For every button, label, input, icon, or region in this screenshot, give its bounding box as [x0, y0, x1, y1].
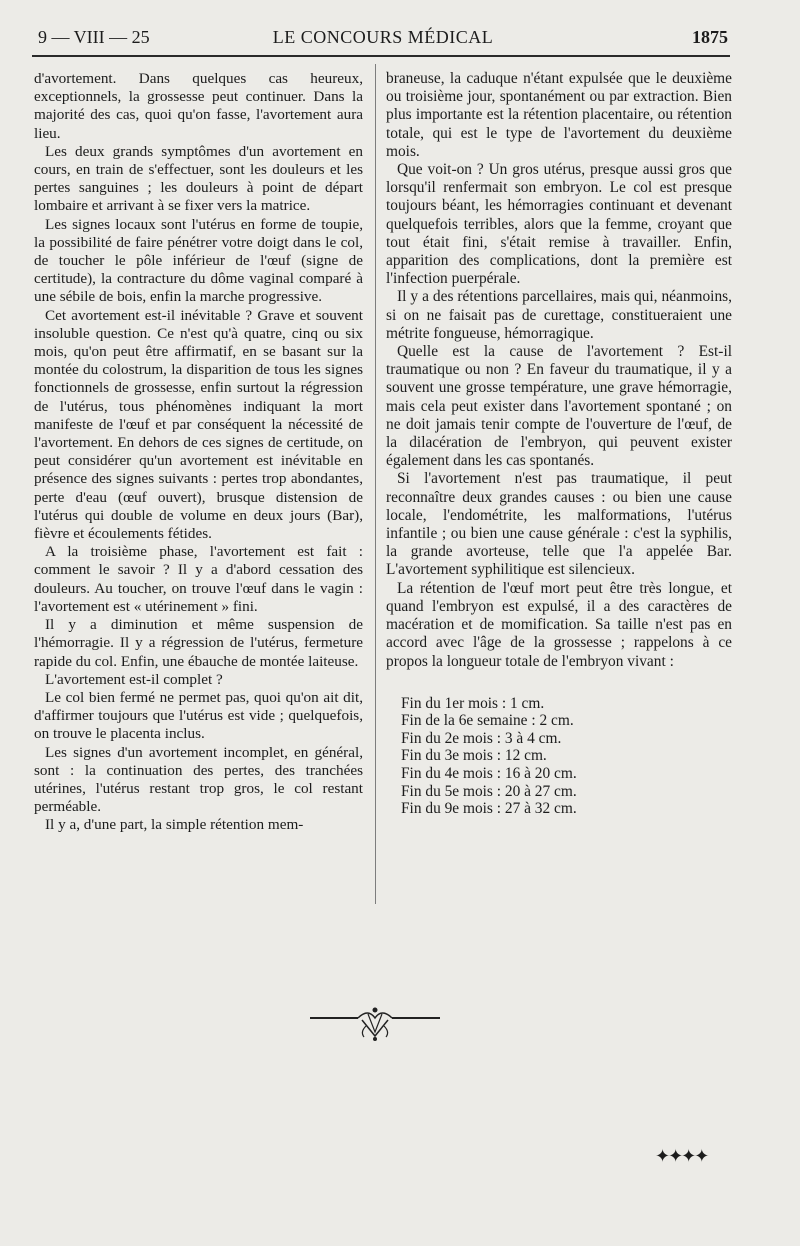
column-divider — [375, 64, 376, 904]
journal-title: LE CONCOURS MÉDICAL — [272, 27, 494, 47]
embryo-length-list — [401, 695, 732, 818]
list-item: Fin du 5e mois : 20 à 27 cm. — [401, 782, 577, 800]
paragraph: d'avortement. Dans quelques cas heureux, exceptionnels, la grossesse peut continuer. Dans la majorité des cas, quoi qu'on fasse, l'avortement aura lieu. — [34, 70, 363, 142]
issue-date: 9 — VIII — 25 — [38, 27, 150, 47]
list-item: Fin du 9e mois : 27 à 32 cm. — [401, 800, 577, 818]
paragraph: braneuse, la caduque n'étant expulsée que le deuxième ou troisième jour, spontanément ou par extraction. Bien plus importante est la rétention placentaire, ou rétention totale, qui est le type de l'avortement du deuxième mois. — [386, 70, 732, 160]
list-item: Fin du 2e mois : 3 à 4 cm. — [401, 729, 562, 747]
paragraph: L'avortement est-il complet ? — [45, 670, 223, 688]
paragraph: Les signes locaux sont l'utérus en forme de toupie, la possibilité de faire pénétrer votre doigt dans le col, de toucher le pôle inférieur de l'œuf (signe de certitude), la contracture du dôme vaginal comparé à une sébile de bois, enfin la marche progressive. — [34, 215, 363, 306]
page-number: 1875 — [692, 27, 728, 47]
paragraph: Si l'avortement n'est pas traumatique, il peut reconnaître deux grandes causes : ou bien une cause locale, l'endométrite, les malformations, l'utérus infantile ; ou bien une cause générale : c'est la syphilis, la grande avorteuse, telle que l'a appelée Bar. L'avortement syphilitique est silencieux. — [386, 470, 732, 579]
paragraph: La rétention de l'œuf mort peut être très longue, et quand l'embryon est expulsé, il a des caractères de macération et de momification. Sa taille n'est pas en accord avec l'âge de la grossesse ; rappelons à ce propos la longueur totale de l'embryon vivant : — [386, 579, 732, 670]
paragraph: Il y a, d'une part, la simple rétention mem- — [45, 816, 304, 834]
paragraph: Il y a diminution et même suspension de l'hémorragie. Il y a régression de l'utérus, fermeture rapide du col. Enfin, une ébauche de montée laiteuse. — [34, 616, 363, 670]
list-item: Fin du 1er mois : 1 cm. — [401, 694, 545, 712]
end-mark: ✦✦✦✦ — [655, 1146, 708, 1166]
paragraph: Les signes d'un avortement incomplet, en général, sont : la continuation des pertes, des tranchées utérines, l'utérus restant trop gros, le col restant perméable. — [34, 743, 363, 816]
paragraph: Le col bien fermé ne permet pas, quoi qu'on ait dit, d'affirmer toujours que l'utérus est vide ; quelquefois, on trouve le placenta inclus. — [34, 688, 363, 743]
right-column — [386, 70, 732, 818]
header-rule — [32, 55, 730, 57]
paragraph: A la troisième phase, l'avortement est fait : comment le savoir ? Il y a d'abord cessation des douleurs. Au toucher, on trouve l'œuf dans le vagin : l'avortement est « utérinement » fini. — [34, 543, 363, 615]
paragraph: Cet avortement est-il inévitable ? Grave et souvent insoluble question. Ce n'est qu'à quatre, cinq ou six mois, qu'on peut être affirmatif, en se basant sur la montée du colostrum, la disparition de tous les signes fonctionnels de grossesse, enfin surtout la régression de l'utérus, tous phénomènes indiquant la mort manifeste de l'œuf et par conséquent la nécessité de l'avortement. En dehors de ces signes de certitude, on peut considérer qu'un avortement est inévitable en présence des signes suivants : pertes trop abondantes, perte d'eau (œuf ouvert), brusque distension de l'utérus qui double de volume en deux jours (Bar), fièvre et écoulements fétides. — [34, 306, 363, 543]
running-header — [38, 24, 728, 50]
paragraph: Quelle est la cause de l'avortement ? Est-il traumatique ou non ? En faveur du traumatique, il y a souvent une grosse température, une grave hémorragie, mais cela peut exister dans l'avortement spontané ; on ne doit jamais tenir compte de l'ouverture de l'œuf, de la dilacération de l'embryon, qui peuvent exister également dans les cas spontanés. — [386, 343, 732, 470]
left-column — [34, 70, 363, 835]
paragraph: Les deux grands symptômes d'un avortement en cours, en train de s'effectuer, sont les douleurs et les pertes sanguines ; les douleurs à point de départ lombaire et arrivant à se fixer vers la matrice. — [34, 142, 363, 215]
fleuron-ornament-icon — [310, 1004, 440, 1044]
list-item: Fin du 3e mois : 12 cm. — [401, 747, 547, 765]
paragraph: Que voit-on ? Un gros utérus, presque aussi gros que lorsqu'il renfermait son embryon. Le col est presque toujours béant, les hémorragies continuant et devenant quelquefois terribles, alors que la femme, croyant que tout était fini, s'était remise à travailler. Enfin, apparition des complications, dont la première est l'infection puerpérale. — [386, 161, 732, 288]
list-item: Fin de la 6e semaine : 2 cm. — [401, 712, 574, 730]
list-item: Fin du 4e mois : 16 à 20 cm. — [401, 765, 577, 783]
paragraph: Il y a des rétentions parcellaires, mais qui, néanmoins, si on ne faisait pas de curettage, constitueraient une métrite fongueuse, hémorragique. — [386, 288, 732, 342]
